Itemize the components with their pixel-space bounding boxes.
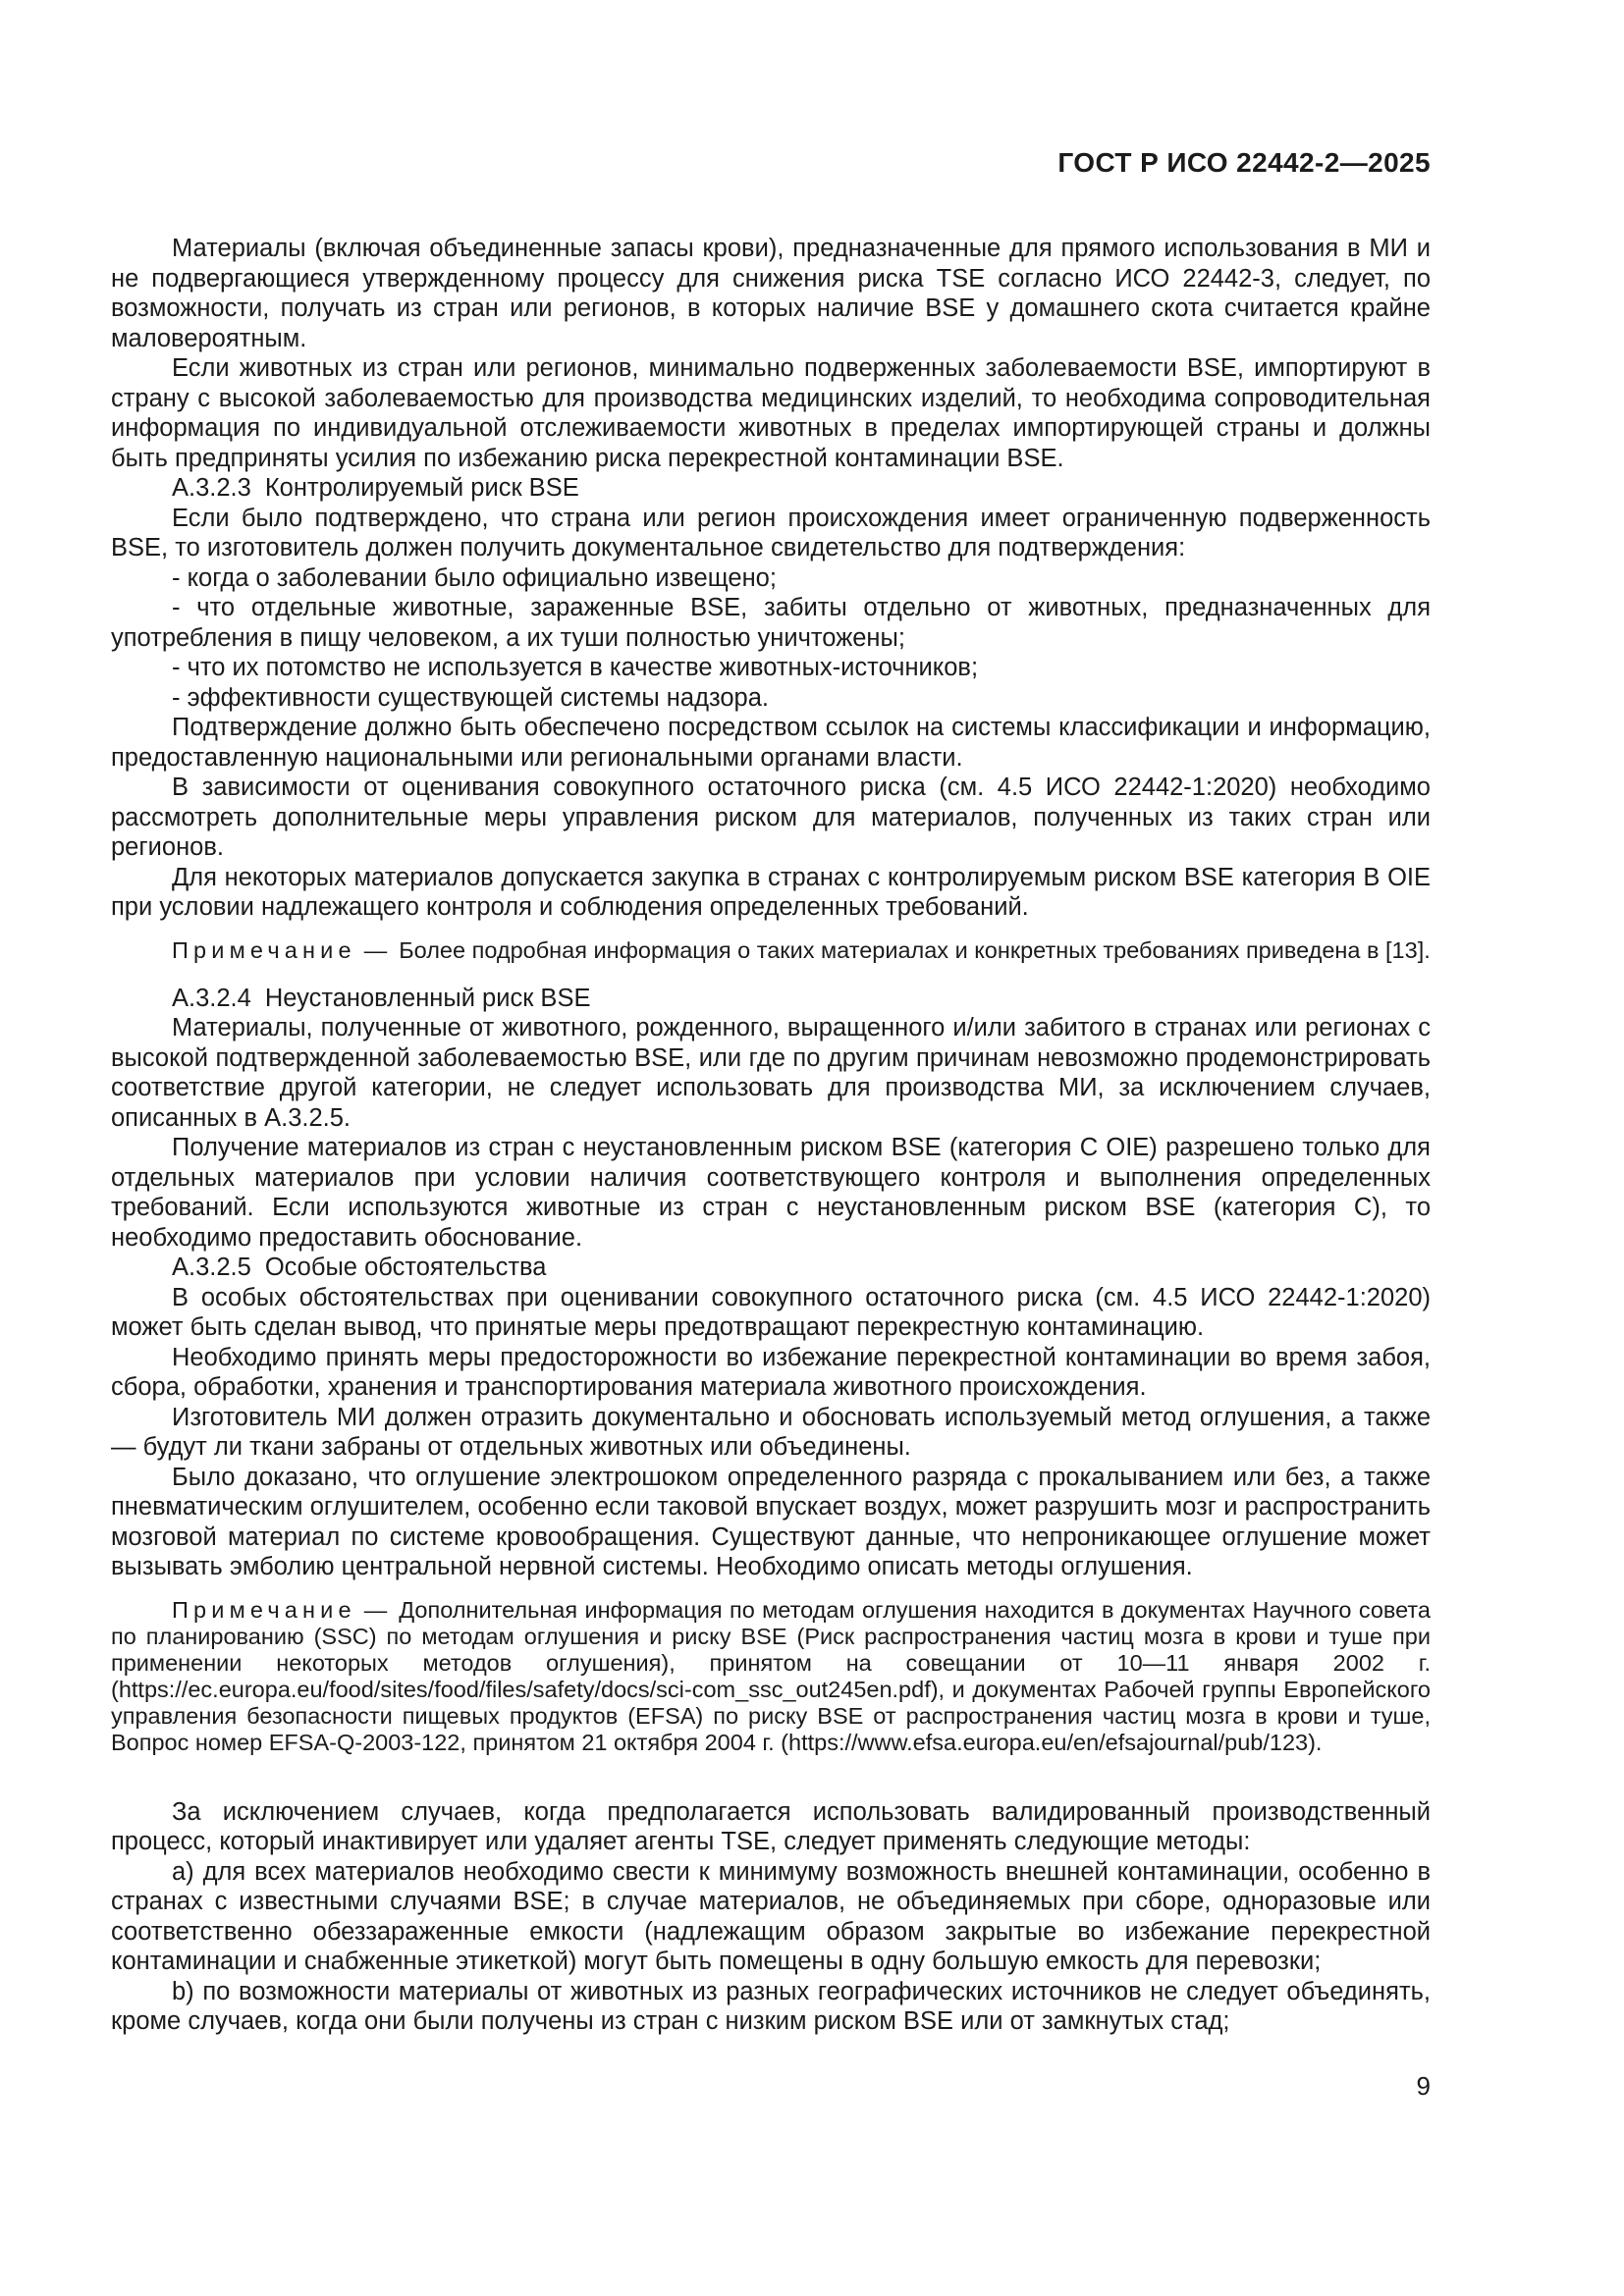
- document-body: [111, 234, 1431, 2037]
- note: [111, 937, 1431, 964]
- clause-heading-a3-2-3: [111, 473, 1431, 504]
- clause-title: Особые обстоятельства: [264, 1254, 547, 1281]
- paragraph: Если было подтверждено, что страна или регион происхождения имеет ограниченную подверженность BSE, то изготовитель должен получить документальное свидетельство для подтверждения:: [111, 504, 1431, 561]
- note-text: Более подробная информация о таких материалах и конкретных требованиях приведена в [13].: [399, 936, 1431, 963]
- note-dash: —: [363, 1596, 388, 1623]
- clause-number: А.3.2.3: [172, 474, 251, 502]
- paragraph: Необходимо принять меры предосторожности во избежание перекрестной контаминации во время забоя, сбора, обработки, хранения и транспортирования материала животного происхождения.: [111, 1343, 1431, 1401]
- paragraph: Для некоторых материалов допускается закупка в странах с контролируемым риском BSE категория B OIE при условии надлежащего контроля и соблюдения определенных требований.: [111, 863, 1431, 921]
- paragraph: Получение материалов из стран с неустановленным риском BSE (категория C OIE) разрешено только для отдельных материалов при условии наличия соответствующего контроля и выполнения определенных требований. Если используются животные из стран с неустановленным риском BSE (категория C), то необходимо предоставить обоснование.: [111, 1134, 1431, 1252]
- paragraph: Материалы (включая объединенные запасы крови), предназначенные для прямого использования в МИ и не подвергающиеся утвержденному процессу для снижения риска TSE согласно ИСО 22442-3, следует, по возможности, получать из стран или регионов, в которых наличие BSE у домашнего скота считается крайне маловероятным.: [111, 235, 1431, 352]
- page-number: 9: [1416, 2071, 1431, 2101]
- clause-number: А.3.2.5: [172, 1254, 251, 1281]
- list-item: - когда о заболевании было официально извещено;: [172, 563, 777, 592]
- list-item: - эффективности существующей системы надзора.: [172, 683, 769, 712]
- note-label: Примечание: [172, 1596, 356, 1623]
- list-item: - что их потомство не используется в качестве животных-источников;: [172, 654, 979, 681]
- page-content: [111, 0, 1431, 2037]
- paragraph: В особых обстоятельствах при оценивании совокупного остаточного риска (см. 4.5 ИСО 22442-1:2020) может быть сделан вывод, что принятые меры предотвращают перекрестную контаминацию.: [111, 1283, 1431, 1341]
- list-item: b) по возможности материалы от животных из разных географических источников не следует объединять, кроме случаев, когда они были получены из стран с низким риском BSE или от замкнутых стад;: [111, 1977, 1431, 2035]
- paragraph: Если животных из стран или регионов, минимально подверженных заболеваемости BSE, импортируют в страну с высокой заболеваемостью для производства медицинских изделий, то необходима сопроводительная информация по индивидуальной отслеживаемости животных в пределах импортирующей страны и должны быть предприняты усилия по избежанию риска перекрестной контаминации BSE.: [111, 354, 1431, 472]
- clause-heading-a3-2-5: [111, 1253, 1431, 1283]
- list-item: а) для всех материалов необходимо свести к минимуму возможность внешней контаминации, особенно в странах с известными случаями BSE; в случае материалов, не объединяемых при сборе, одноразовые или соответственно обеззараженные емкости (надлежащим образом закрытые во избежание перекрестной контаминации и снабженные этикеткой) могут быть помещены в одну большую емкость для перевозки;: [111, 1857, 1431, 1975]
- paragraph: Подтверждение должно быть обеспечено посредством ссылок на системы классификации и информацию, предоставленную национальными или региональными органами власти.: [111, 714, 1431, 772]
- note-text: Дополнительная информация по методам оглушения находится в документах Научного совета по планированию (SSC) по методам оглушения и риску BSE (Риск распространения частиц мозга в крови и туше при применении некоторых методов оглушения), принятом на совещании от 10—11 января 2002 г. (https://ec.europa.eu/food/sites/food/files/safety/docs/sci-com_ssc_out245en.pdf), и документах Рабочей группы Европейского управления безопасности пищевых продуктов (EFSA) по риску BSE от распространения частиц мозга в крови и туше, Вопрос номер EFSA-Q-2003-122, принятом 21 октября 2004 г. (https://www.efsa.europa.eu/en/efsajournal/pub/123).: [111, 1596, 1431, 1755]
- clause-title: Контролируемый риск BSE: [264, 474, 579, 502]
- paragraph: Было доказано, что оглушение электрошоком определенного разряда с прокалыванием или без, а также пневматическим оглушителем, особенно если таковой впускает воздух, может разрушить мозг и распространить мозговой материал по системе кровообращения. Существуют данные, что непроникающее оглушение может вызывать эмболию центральной нервной системы. Необходимо описать методы оглушения.: [111, 1463, 1431, 1580]
- paragraph: Материалы, полученные от животного, рожденного, выращенного и/или забитого в странах или регионах с высокой подтвержденной заболеваемостью BSE, или где по другим причинам невозможно продемонстрировать соответствие другой категории, не следует использовать для производства МИ, за исключением случаев, описанных в А.3.2.5.: [111, 1014, 1431, 1132]
- note: [111, 1597, 1431, 1756]
- paragraph: За исключением случаев, когда предполагается использовать валидированный производственный процесс, который инактивирует или удаляет агенты TSE, следует применять следующие методы:: [111, 1797, 1431, 1855]
- clause-heading-a3-2-4: [111, 984, 1431, 1014]
- note-dash: —: [363, 936, 388, 963]
- clause-title: Неустановленный риск BSE: [264, 984, 591, 1012]
- paragraph: В зависимости от оценивания совокупного остаточного риска (см. 4.5 ИСО 22442-1:2020) необходимо рассмотреть дополнительные меры управления риском для материалов, полученных из таких стран или регионов.: [111, 774, 1431, 861]
- list-item: - что отдельные животные, зараженные BSE, забиты отдельно от животных, предназначенных для употребления в пищу человеком, а их туши полностью уничтожены;: [111, 594, 1431, 652]
- note-label: Примечание: [172, 936, 356, 963]
- running-header-standard-code: ГОСТ Р ИСО 22442-2—2025: [1057, 147, 1431, 178]
- paragraph: Изготовитель МИ должен отразить документально и обосновать используемый метод оглушения, а также — будут ли ткани забраны от отдельных животных или объединены.: [111, 1403, 1431, 1461]
- clause-number: А.3.2.4: [172, 984, 251, 1012]
